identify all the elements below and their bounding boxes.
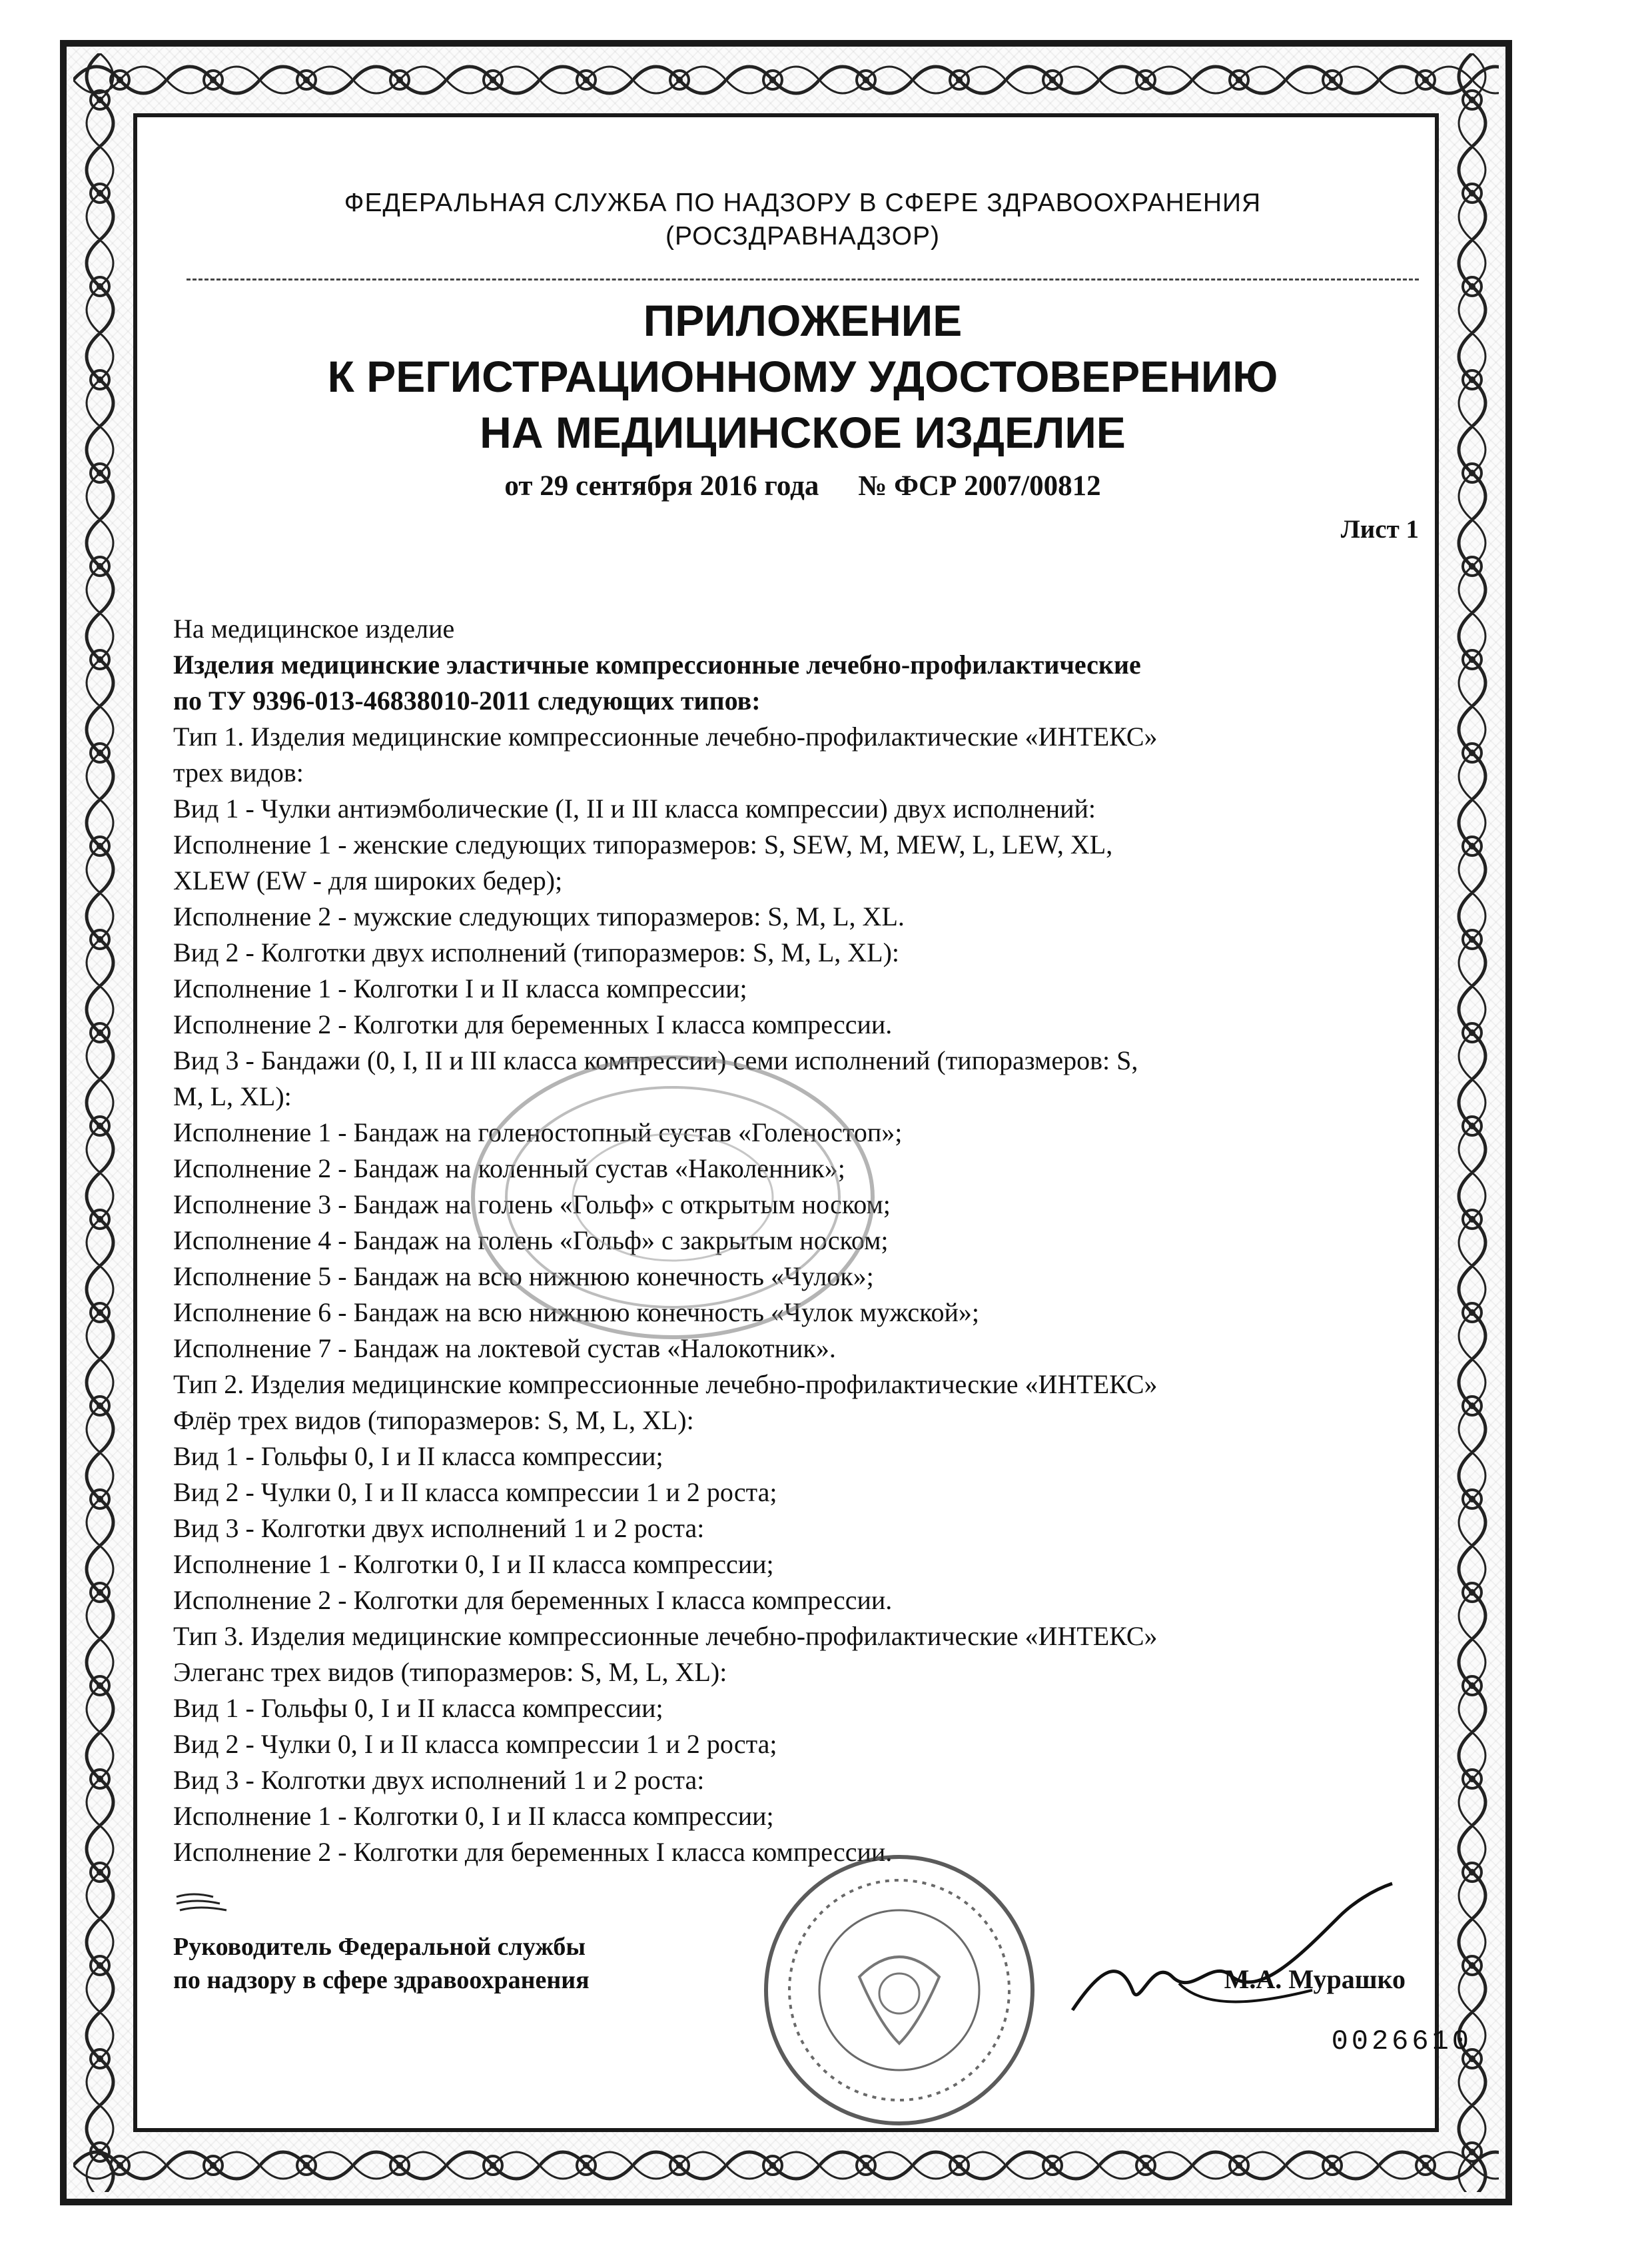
document-content <box>173 187 1432 2063</box>
border-ornament-bottom <box>73 2139 1499 2192</box>
title-line: НА МЕДИЦИНСКОЕ ИЗДЕЛИЕ <box>480 408 1126 457</box>
body-intro: На медицинское изделие <box>173 614 455 644</box>
body-line: Исполнение 2 - Колготки для беременных I класса компрессии. <box>173 1585 893 1615</box>
body-line: Исполнение 4 - Бандаж на голень «Гольф» с закрытым носком; <box>173 1225 889 1255</box>
body-line: Тип 1. Изделия медицинские компрессионные лечебно-профилактические «ИНТЕКС» <box>173 722 1158 752</box>
product-name-line: Изделия медицинские эластичные компрессионные лечебно-профилактические <box>173 650 1141 680</box>
registration-date-number <box>173 470 1432 502</box>
agency-line: ФЕДЕРАЛЬНАЯ СЛУЖБА ПО НАДЗОРУ В СФЕРЕ ЗДРАВООХРАНЕНИЯ <box>344 189 1262 217</box>
body-line: Исполнение 1 - Колготки 0, I и II класса компрессии; <box>173 1549 774 1579</box>
body-line: M, L, XL): <box>173 1081 292 1111</box>
body-line: Исполнение 7 - Бандаж на локтевой сустав «Налокотник». <box>173 1333 836 1363</box>
body-line: Вид 3 - Колготки двух исполнений 1 и 2 роста: <box>173 1513 705 1543</box>
body-line: Вид 2 - Чулки 0, I и II класса компрессии 1 и 2 роста; <box>173 1729 777 1759</box>
official-seal-icon <box>759 1850 1039 2130</box>
serial-number: 0026610 <box>1331 2025 1472 2057</box>
product-spec-line: по ТУ 9396-013-46838010-2011 следующих типов: <box>173 686 761 716</box>
agency-abbrev: (РОСЗДРАВНАДЗОР) <box>665 222 940 251</box>
body-line: Элеганс трех видов (типоразмеров: S, M, L, XL): <box>173 1657 727 1687</box>
body-line: Исполнение 1 - женские следующих типоразмеров: S, SEW, M, MEW, L, LEW, XL, <box>173 830 1113 859</box>
body-line: XLEW (EW - для широких бедер); <box>173 865 563 895</box>
header-divider <box>187 279 1419 281</box>
signatory-name: М.А. Мурашко <box>1224 1964 1406 1994</box>
role-line: Руководитель Федеральной службы <box>173 1933 586 1961</box>
agency-name <box>173 187 1432 253</box>
body-line: Исполнение 2 - мужские следующих типоразмеров: S, M, L, XL. <box>173 901 905 931</box>
body-line: Исполнение 5 - Бандаж на всю нижнюю конечность «Чулок»; <box>173 1261 874 1291</box>
body-line: Вид 1 - Чулки антиэмболические (I, II и III класса компрессии) двух исполнений: <box>173 794 1096 824</box>
stamp-seal-icon <box>466 1051 879 1344</box>
body-line: Вид 1 - Гольфы 0, I и II класса компрессии; <box>173 1441 663 1471</box>
mark-icon <box>173 1890 233 1917</box>
signature-area <box>173 1890 1432 2063</box>
body-line: Вид 2 - Чулки 0, I и II класса компрессии 1 и 2 роста; <box>173 1477 777 1507</box>
body-line: Исполнение 2 - Колготки для беременных I класса компрессии. <box>173 1837 893 1867</box>
body-line: Исполнение 1 - Колготки I и II класса компрессии; <box>173 973 747 1003</box>
body-line: Исполнение 3 - Бандаж на голень «Гольф» с открытым носком; <box>173 1189 891 1219</box>
body-line: Исполнение 2 - Колготки для беременных I класса компрессии. <box>173 1009 893 1039</box>
body-line: Флёр трех видов (типоразмеров: S, M, L, XL): <box>173 1405 694 1435</box>
body-line: Вид 1 - Гольфы 0, I и II класса компрессии; <box>173 1693 663 1723</box>
title-line: ПРИЛОЖЕНИЕ <box>643 296 963 345</box>
body-line: Исполнение 2 - Бандаж на коленный сустав «Наколенник»; <box>173 1153 845 1183</box>
border-ornament-left <box>73 53 127 2192</box>
body-line: Вид 3 - Бандажи (0, I, II и III класса компрессии) семи исполнений (типоразмеров: S, <box>173 1045 1138 1075</box>
body-line: Исполнение 1 - Колготки 0, I и II класса компрессии; <box>173 1801 774 1831</box>
title-line: К РЕГИСТРАЦИОННОМУ УДОСТОВЕРЕНИЮ <box>327 352 1278 401</box>
role-line: по надзору в сфере здравоохранения <box>173 1966 590 1994</box>
body-line: Тип 3. Изделия медицинские компрессионные лечебно-профилактические «ИНТЕКС» <box>173 1621 1158 1651</box>
signatory-role <box>173 1930 590 1997</box>
document-body <box>173 611 1432 1870</box>
body-line: Исполнение 1 - Бандаж на голеностопный сустав «Голеностоп»; <box>173 1117 903 1147</box>
border-ornament-right <box>1446 53 1499 2192</box>
document-title <box>173 292 1432 460</box>
body-line: трех видов: <box>173 758 304 788</box>
sheet-number: Лист 1 <box>1340 515 1419 544</box>
body-line: Тип 2. Изделия медицинские компрессионные лечебно-профилактические «ИНТЕКС» <box>173 1369 1158 1399</box>
border-ornament-top <box>73 53 1499 107</box>
body-line: Исполнение 6 - Бандаж на всю нижнюю конечность «Чулок мужской»; <box>173 1297 980 1327</box>
body-line: Вид 3 - Колготки двух исполнений 1 и 2 роста: <box>173 1765 705 1795</box>
registration-date: от 29 сентября 2016 года <box>504 470 819 502</box>
body-line: Вид 2 - Колготки двух исполнений (типоразмеров: S, M, L, XL): <box>173 937 899 967</box>
registration-number: № ФСР 2007/00812 <box>858 470 1101 502</box>
